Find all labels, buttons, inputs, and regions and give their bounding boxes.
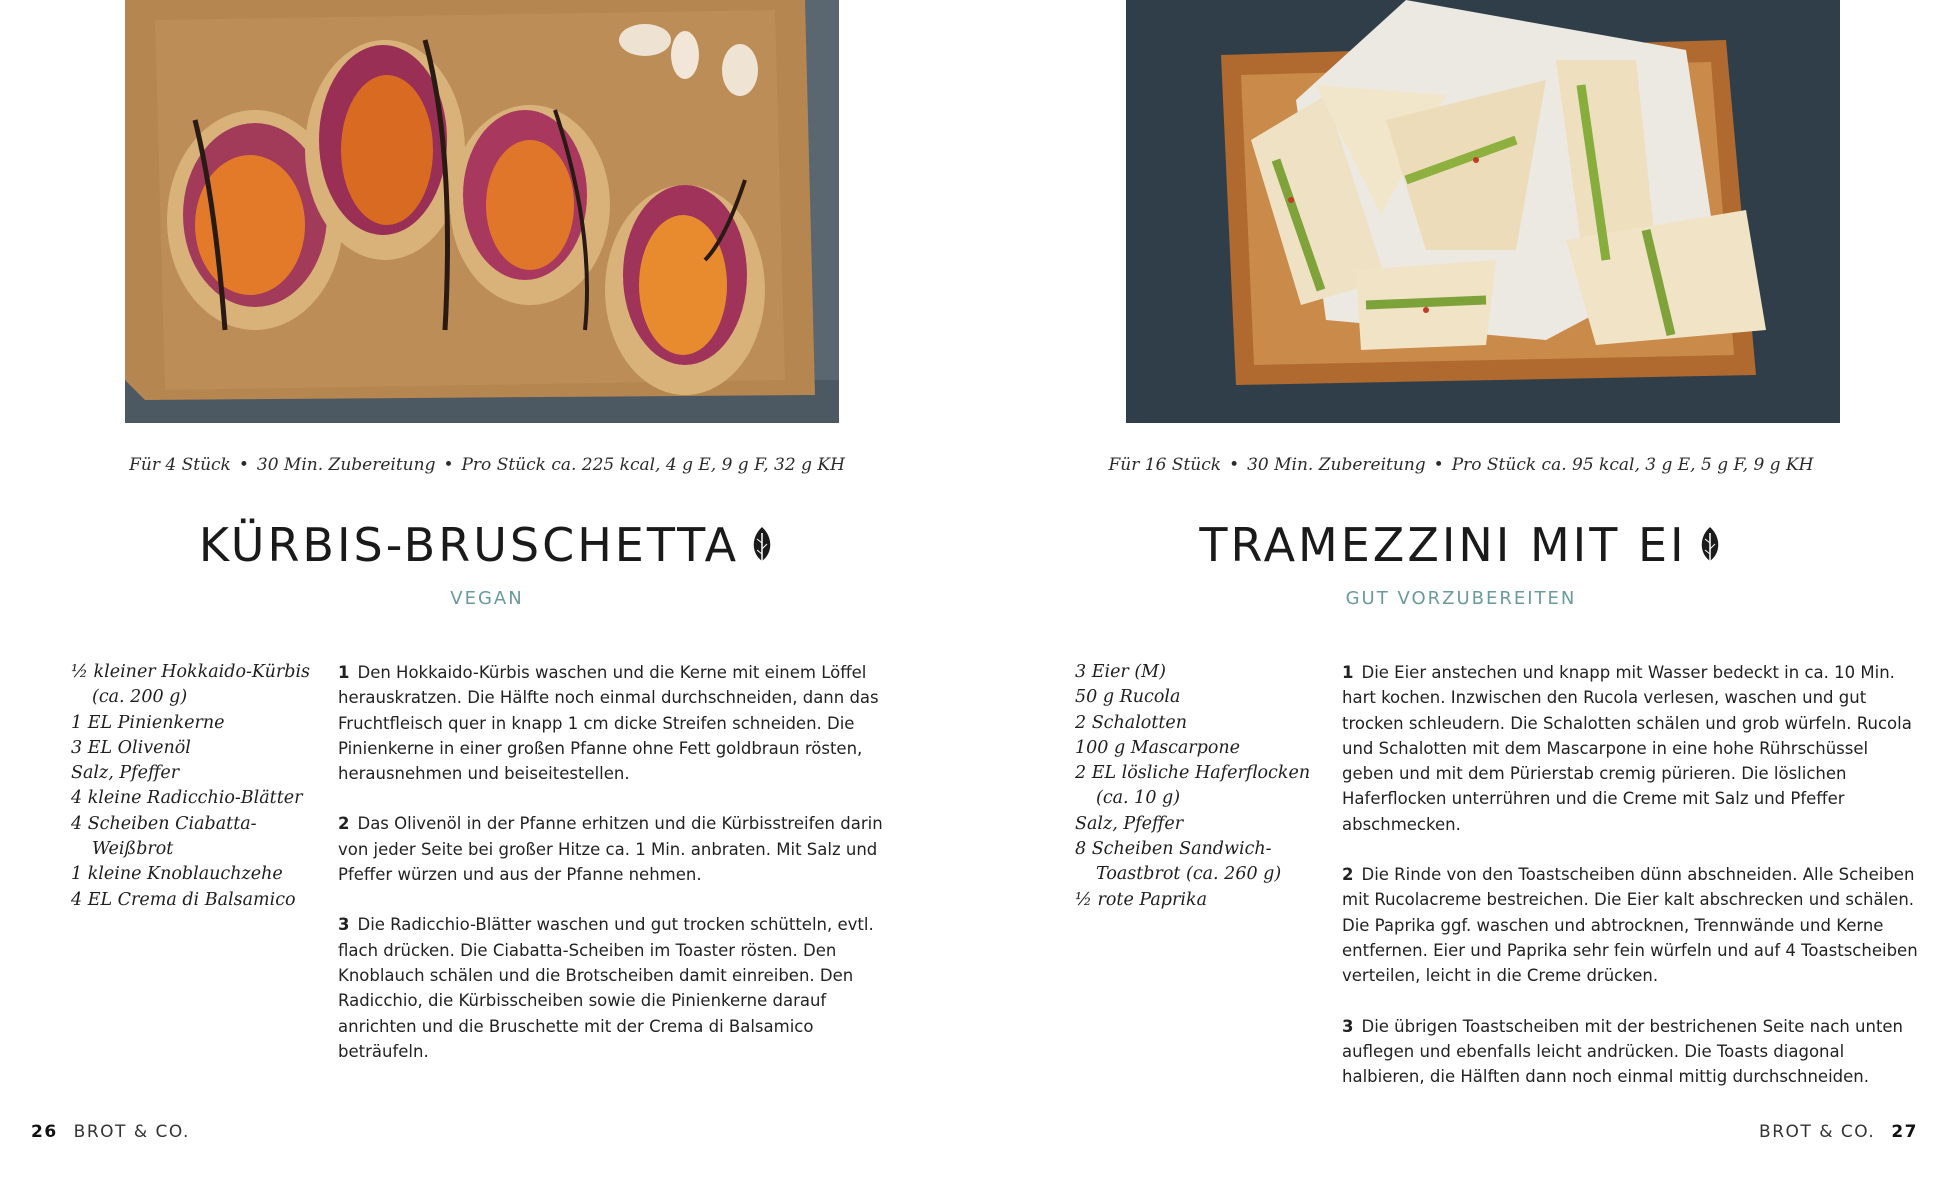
servings: Für 16 Stück <box>1108 455 1222 475</box>
step-number: 2 <box>338 814 350 834</box>
step-text: Die Rinde von den Toastscheiben dünn abschneiden. Alle Scheiben mit Rucolacreme bestreichen. Die Eier kalt abschrecken und schälen. Die Paprika ggf. waschen und abtrocknen, Trennwände und Kerne entfernen. Eier und Paprika sehr fein würfeln und auf 4 Toastscheiben verteilen, leicht in die Creme drücken. <box>1342 865 1918 986</box>
recipe-meta: Für 16 Stück • 30 Min. Zubereitung • Pro Stück ca. 95 kcal, 3 g E, 5 g F, 9 g KH <box>1108 455 1814 475</box>
leaf-icon <box>1697 522 1723 562</box>
bruschetta-photo <box>125 0 839 423</box>
ingredient-item: 3 Eier (M) <box>1075 662 1166 682</box>
step <box>338 912 898 1064</box>
ingredient-list <box>71 660 321 913</box>
ingredient-list <box>1075 660 1325 913</box>
page-number: 27 <box>1891 1122 1918 1142</box>
step-text: Den Hokkaido-Kürbis waschen und die Kerne mit einem Löffel herauskratzen. Die Hälfte noch einmal durchschneiden, dann das Fruchtfleisch quer in knapp 1 cm dicke Streifen schneiden. Die Pinienkerne in einer großen Pfanne ohne Fett goldbraun rösten, herausnehmen und beiseitestellen. <box>338 663 879 784</box>
step-text: Die Radicchio-Blätter waschen und gut trocken schütteln, evtl. flach drücken. Die Ciabatta-Scheiben im Toaster rösten. Den Knoblauch schälen und die Brotscheiben damit einreiben. Den Radicchio, die Kürbisscheiben sowie die Pinienkerne darauf anrichten und die Bruschette mit der Crema di Balsamico beträufeln. <box>338 915 874 1061</box>
step-number: 3 <box>1342 1016 1354 1036</box>
ingredient-item: ½ rote Paprika <box>1075 889 1208 910</box>
ingredient-item: 2 EL lösliche Haferflocken (ca. 10 g) <box>1075 763 1311 809</box>
ingredient-item: 4 kleine Radicchio-Blätter <box>71 788 303 809</box>
ingredient-item: Salz, Pfeffer <box>71 763 180 784</box>
recipe-subtitle: GUT VORZUBEREITEN <box>1345 588 1577 609</box>
step <box>1342 660 1922 837</box>
step-number: 1 <box>338 663 350 682</box>
step-number: 2 <box>1342 865 1354 885</box>
step <box>1342 1014 1922 1090</box>
step <box>338 811 898 887</box>
prep-time: 30 Min. Zubereitung <box>1247 455 1426 475</box>
ingredient-item: 3 EL Olivenöl <box>71 737 191 758</box>
ingredient-item: 8 Scheiben Sandwich-Toastbrot (ca. 260 g) <box>1075 839 1282 885</box>
ingredient-item: 1 kleine Knoblauchzehe <box>71 864 283 885</box>
section-name: BROT & CO. <box>73 1122 190 1142</box>
step <box>1342 862 1922 988</box>
page-number: 26 <box>31 1122 58 1142</box>
ingredient-item: 2 Schalotten <box>1075 712 1188 733</box>
step-text: Die übrigen Toastscheiben mit der bestrichenen Seite nach unten auflegen und ebenfalls leicht andrücken. Die Toasts diagonal halbieren, die Hälften dann noch einmal mittig durchschneiden. <box>1342 1016 1904 1087</box>
step-number: 3 <box>338 915 350 935</box>
step-text: Die Eier anstechen und knapp mit Wasser bedeckt in ca. 10 Min. hart kochen. Inzwischen den Rucola verlesen, waschen und gut trocken schleudern. Die Schalotten schälen und grob würfeln. Rucola und Schalotten mit dem Mascarpone in eine hohe Rührschüssel geben und mit dem Pürierstab cremig pürieren. Die löslichen Haferflocken unterrühren und die Creme mit Salz und Pfeffer abschmecken. <box>1342 663 1912 834</box>
ingredient-item: 100 g Mascarpone <box>1075 737 1241 758</box>
servings: Für 4 Stück <box>129 455 231 475</box>
nutrition: Pro Stück ca. 225 kcal, 4 g E, 9 g F, 32 g KH <box>461 455 845 475</box>
ingredient-item: 1 EL Pinienkerne <box>71 712 225 733</box>
nutrition: Pro Stück ca. 95 kcal, 3 g E, 5 g F, 9 g KH <box>1451 455 1814 475</box>
page-footer <box>31 1122 190 1142</box>
recipe-subtitle: VEGAN <box>450 588 524 609</box>
tramezzini-photo <box>1126 0 1840 423</box>
section-name: BROT & CO. <box>1759 1122 1876 1142</box>
step <box>338 660 898 786</box>
recipe-meta: Für 4 Stück • 30 Min. Zubereitung • Pro Stück ca. 225 kcal, 4 g E, 9 g F, 32 g KH <box>129 455 845 475</box>
ingredient-item: 50 g Rucola <box>1075 687 1181 708</box>
ingredient-item: 4 EL Crema di Balsamico <box>71 889 296 910</box>
step-list <box>338 660 898 1089</box>
prep-time: 30 Min. Zubereitung <box>256 455 436 475</box>
leaf-icon <box>749 522 775 562</box>
step-text: Das Olivenöl in der Pfanne erhitzen und die Kürbisstreifen darin von jeder Seite bei großer Hitze ca. 1 Min. anbraten. Mit Salz und Pfeffer würzen und aus der Pfanne nehmen. <box>338 814 883 885</box>
page-footer <box>1759 1122 1918 1142</box>
recipe-title: TRAMEZZINI MIT EI <box>974 518 1948 572</box>
step-number: 1 <box>1342 663 1354 682</box>
recipe-title: KÜRBIS-BRUSCHETTA <box>0 518 974 572</box>
ingredient-item: 4 Scheiben Ciabatta-Weißbrot <box>71 813 257 860</box>
step-list <box>1342 660 1922 1114</box>
ingredient-item: ½ kleiner Hokkaido-Kürbis (ca. 200 g) <box>71 662 311 708</box>
ingredient-item: Salz, Pfeffer <box>1075 813 1184 834</box>
right-page <box>974 0 1948 1181</box>
